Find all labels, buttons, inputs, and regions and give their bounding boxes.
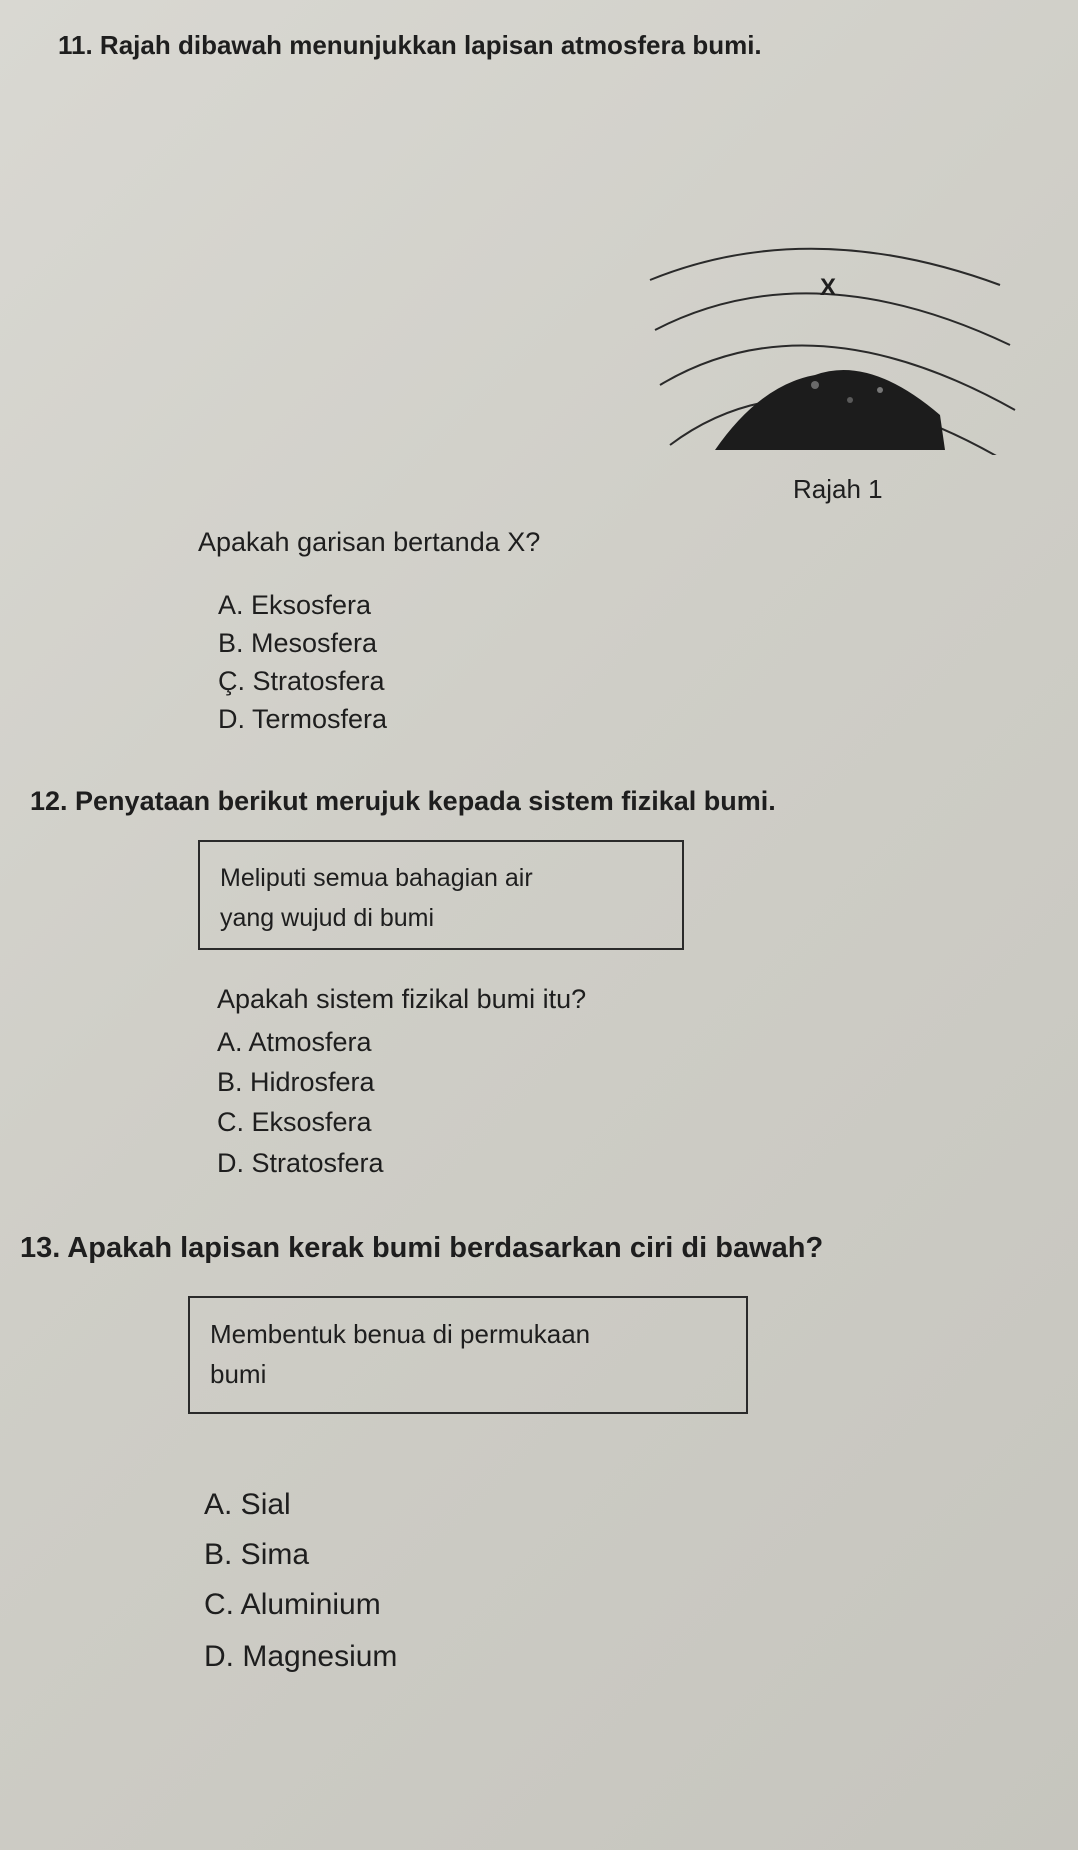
q12-option-c[interactable]: C. Eksosfera [217,1107,372,1137]
question-13-title: 13. Apakah lapisan kerak bumi berdasarkan ciri di bawah? [20,1232,824,1264]
question-12-stem: Apakah sistem fizikal bumi itu? [217,984,587,1014]
q11-option-b[interactable]: B. Mesosfera [218,628,378,658]
atmosphere-diagram [640,225,1020,455]
earth-speck [847,397,853,403]
question-12-title: 12. Penyataan berikut merujuk kepada sistem fizikal bumi. [30,786,776,816]
question-11-stem: Apakah garisan bertanda X? [198,527,541,557]
q11-option-a[interactable]: A. Eksosfera [218,590,372,620]
q12-box-line-1: Meliputi semua bahagian air [220,864,533,892]
q12-option-d[interactable]: D. Stratosfera [217,1148,384,1178]
label-x: X [820,274,837,301]
atmosphere-arc-2 [655,293,1010,345]
q12-statement-box [198,840,684,950]
q13-box-line-1: Membentuk benua di permukaan [210,1319,591,1349]
earth-speck [811,381,819,389]
q13-option-d[interactable]: D. Magnesium [204,1640,398,1673]
q12-option-b[interactable]: B. Hidrosfera [217,1067,375,1097]
q12-box-line-2: yang wujud di bumi [220,904,435,932]
earth-speck [877,387,883,393]
question-11-title: 11. Rajah dibawah menunjukkan lapisan atmosfera bumi. [58,30,762,60]
q13-statement-box [188,1296,748,1414]
q13-option-b[interactable]: B. Sima [204,1538,310,1571]
q11-option-c[interactable]: Ç. Stratosfera [218,666,385,696]
q13-option-a[interactable]: A. Sial [204,1488,291,1521]
q11-option-d[interactable]: D. Termosfera [218,704,388,734]
earth-shape [715,370,945,450]
q13-box-line-2: bumi [210,1359,267,1389]
q12-option-a[interactable]: A. Atmosfera [217,1027,372,1057]
diagram-caption: Rajah 1 [793,474,883,504]
q13-option-c[interactable]: C. Aluminium [204,1588,381,1621]
